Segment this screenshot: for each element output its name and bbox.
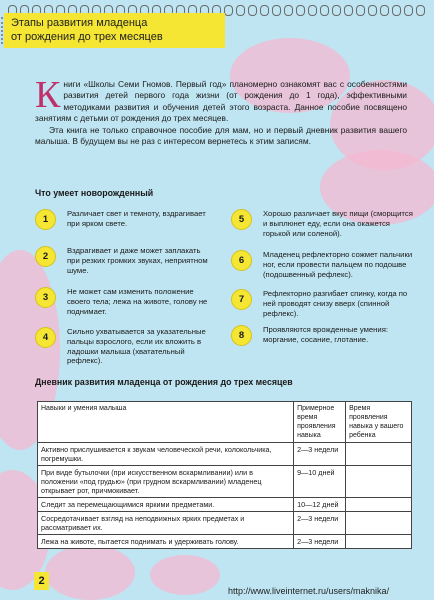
skill-cell: Лежа на животе, пытается поднимать и удерживать голову.	[38, 535, 294, 549]
skill-text: Рефлекторно разгибает спинку, когда по ней проводят снизу вверх (спинной рефлекс).	[263, 289, 408, 318]
drop-cap: К	[35, 74, 61, 116]
skill-item-2	[35, 246, 215, 275]
table-header-row	[38, 402, 412, 443]
source-url: http://www.liveinternet.ru/users/maknika/	[228, 586, 390, 596]
skill-text: Хорошо различает вкус пищи (сморщится и выплюнет еду, если она окажется горькой или соленой).	[263, 209, 413, 238]
table-row	[38, 466, 412, 498]
number-badge: 5	[231, 209, 252, 230]
skill-cell: Следит за перемещающимися яркими предметами.	[38, 498, 294, 512]
intro-text	[35, 74, 407, 147]
skill-item-1	[35, 209, 215, 230]
number-badge: 4	[35, 327, 56, 348]
column-header-skill: Навыки и умения малыша	[38, 402, 294, 443]
time-cell: 9—10 дней	[294, 466, 346, 498]
child-time-cell[interactable]	[346, 512, 412, 535]
skill-item-4	[35, 327, 215, 366]
time-cell: 2—3 недели	[294, 512, 346, 535]
pink-blob	[150, 555, 220, 595]
skill-text: Не может сам изменить положение своего тела; лежа на животе, голову не поднимает.	[67, 287, 208, 316]
time-cell: 10—12 дней	[294, 498, 346, 512]
skill-item-3	[35, 287, 215, 316]
column-header-child-time: Время проявления навыка у вашего ребенка	[346, 402, 412, 443]
skill-item-7	[231, 289, 413, 318]
diary-title: Дневник развития младенца от рождения до трех месяцев	[35, 377, 293, 387]
skills-title: Что умеет новорожденный	[35, 188, 154, 198]
intro-paragraph-2: Эта книга не только справочное пособие для мам, но и первый дневник развития вашего малыша. В будущем вы не раз с интересом вернетесь к этим записям.	[35, 124, 407, 147]
number-badge: 3	[35, 287, 56, 308]
skill-text: Проявляются врожденные умения: моргание, сосание, глотание.	[263, 325, 389, 344]
number-badge: 1	[35, 209, 56, 230]
header-line-1: Этапы развития младенца	[11, 17, 148, 29]
time-cell: 2—3 недели	[294, 443, 346, 466]
skill-text: Вздрагивает и даже может заплакать при резких громких звуках, неприятном шуме.	[67, 246, 208, 275]
page-number: 2	[34, 572, 49, 590]
number-badge: 7	[231, 289, 252, 310]
intro-paragraph-1: ниги «Школы Семи Гномов. Первый год» планомерно ознакомят вас с особенностями развития детей первого года жизни (от рождения до 1 года), эффективными методиками развития и обучения детей этого возраста. Данное пособие посвящено занятиям с детьми от рождения до трех месяцев.	[35, 79, 407, 124]
table-row	[38, 443, 412, 466]
table-row	[38, 512, 412, 535]
skill-cell: Сосредотачивает взгляд на неподвижных ярких предметах и рассматривает их.	[38, 512, 294, 535]
skill-item-5	[231, 209, 413, 238]
child-time-cell[interactable]	[346, 535, 412, 549]
child-time-cell[interactable]	[346, 466, 412, 498]
number-badge: 8	[231, 325, 252, 346]
column-header-typical-time: Примерное время проявления навыка	[294, 402, 346, 443]
page-header	[4, 13, 225, 48]
number-badge: 6	[231, 250, 252, 271]
skill-text: Сильно ухватывается за указательные пальцы взрослого, если их вложить в ладошки малыша (хватательный рефлекс).	[67, 327, 206, 366]
skill-cell: Активно прислушивается к звукам человеческой речи, колокольчика, погремушки.	[38, 443, 294, 466]
skill-item-6	[231, 250, 413, 279]
skill-text: Различает свет и темноту, вздрагивает при ярком свете.	[67, 209, 206, 228]
table-row	[38, 498, 412, 512]
skill-text: Младенец рефлекторно сожмет пальчики ног, если провести пальцем по подошве (подошвенный рефлекс).	[263, 250, 413, 279]
child-time-cell[interactable]	[346, 443, 412, 466]
skill-cell: При виде бутылочки (при искусственном вскармливании) или в положении «под грудью» (при грудном вскармливании) младенец открывает рот, причмокивает.	[38, 466, 294, 498]
skill-item-8	[231, 325, 413, 346]
pink-blob	[45, 545, 135, 600]
number-badge: 2	[35, 246, 56, 267]
header-line-2: от рождения до трех месяцев	[11, 31, 163, 43]
table-row	[38, 535, 412, 549]
time-cell: 2—3 недели	[294, 535, 346, 549]
child-time-cell[interactable]	[346, 498, 412, 512]
development-diary-table	[37, 401, 412, 549]
